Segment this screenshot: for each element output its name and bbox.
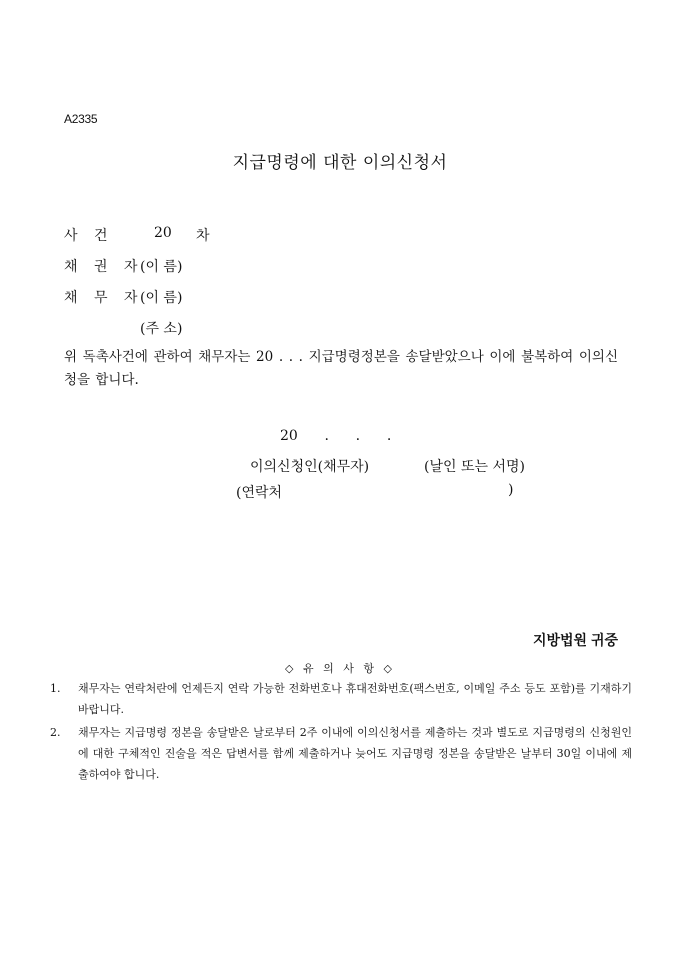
creditor-label: 채 권 자: [64, 259, 144, 275]
form-code: A2335: [64, 112, 98, 126]
note-number: 2.: [50, 726, 61, 739]
note-text: 채무자는 연락처란에 언제든지 연락 가능한 전화번호나 휴대전화번호(팩스번호, 이메일 주소 등도 포함)를 기재하기 바랍니다.: [78, 682, 632, 716]
applicant-label: 이의신청인(채무자): [250, 459, 370, 475]
contact-close: ): [508, 482, 514, 498]
debtor-name-field: (이 름): [140, 290, 183, 306]
note-item: [50, 678, 632, 720]
seal-or-signature: (날인 또는 서명): [424, 459, 525, 475]
court-addressee: 지방법원 귀중: [532, 632, 618, 648]
body-paragraph: 위 독촉사건에 관하여 채무자는 20 . . . 지급명령정본을 송달받았으나 이에 불복하여 이의신청을 합니다.: [64, 349, 618, 388]
note-number: 1.: [50, 682, 61, 695]
case-label: 사 건: [64, 228, 114, 244]
notes-title: ◇ 유 의 사 항 ◇: [285, 662, 395, 675]
date-line: 20 . . .: [280, 428, 392, 444]
note-text: 채무자는 지급명령 정본을 송달받은 날로부터 2주 이내에 이의신청서를 제출하는 것과 별도로 지급명령의 신청원인에 대한 구체적인 진술을 적은 답변서를 함께 제출하거나 늦어도 지급명령 정본을 송달받은 날부터 30일 이내에 제출하여야 합니다.: [78, 726, 632, 781]
document-title: 지급명령에 대한 이의신청서: [232, 153, 448, 173]
contact-open: (연락처: [236, 485, 283, 501]
case-year-prefix: 20: [154, 225, 172, 241]
creditor-name-field: (이 름): [140, 259, 183, 275]
note-item: [50, 722, 632, 785]
debtor-address-field: (주 소): [140, 321, 183, 337]
debtor-label: 채 무 자: [64, 290, 144, 306]
case-suffix: 차: [196, 228, 210, 244]
